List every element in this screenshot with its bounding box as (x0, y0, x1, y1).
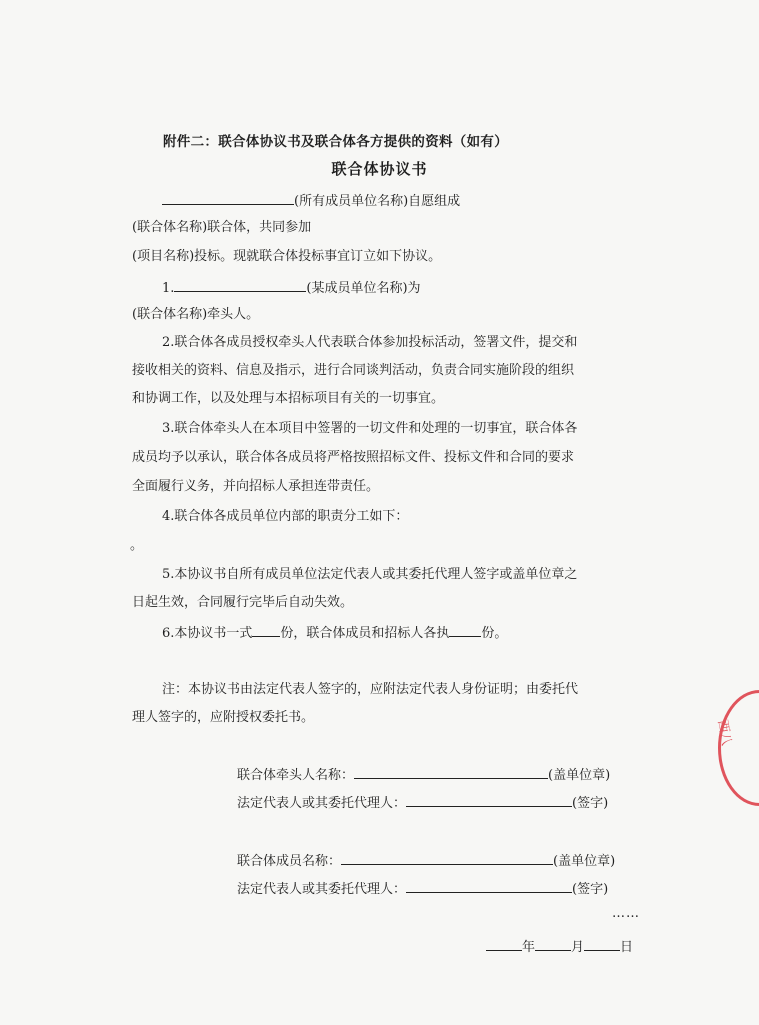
paragraph-consortium: (联合体名称)联合体，共同参加 (132, 220, 312, 235)
item-5-line-1: 5.本协议书自所有成员单位法定代表人或其委托代理人签字或盖单位章之 (162, 567, 578, 582)
item-5-line-2: 日起生效，合同履行完毕后自动失效。 (132, 595, 354, 610)
item-6-text-c: 份。 (481, 626, 508, 641)
member-name-field[interactable] (341, 850, 553, 865)
blank-members[interactable] (162, 190, 294, 205)
day-field[interactable] (584, 936, 620, 951)
item-2-line-2: 接收相关的资料、信息及指示，进行合同谈判活动，负责合同实施阶段的组织 (132, 363, 575, 378)
item-3-line-1: 3.联合体牵头人在本项目中签署的一切文件和处理的一切事宜，联合体各 (162, 421, 578, 436)
note-line-1: 注：本协议书由法定代表人签字的，应附法定代表人身份证明；由委托代 (162, 682, 579, 697)
item-6 (162, 622, 507, 643)
date-line (486, 936, 633, 957)
document-title: 联合体协议书 (331, 160, 428, 178)
note-line-2: 理人签字的，应附授权委托书。 (132, 710, 315, 725)
red-seal-stamp (718, 690, 759, 806)
leader-sign-hint: (签字) (572, 796, 609, 811)
leader-rep-label: 法定代表人或其委托代理人： (237, 796, 407, 811)
leader-rep-field[interactable] (406, 792, 572, 807)
item-1-text: (某成员单位名称)为 (306, 281, 421, 296)
signature-leader-rep (237, 792, 608, 813)
member-name-label: 联合体成员名称： (237, 854, 342, 869)
year-field[interactable] (486, 936, 522, 951)
item-3-line-2: 成员均予以承认，联合体各成员将严格按照招标文件、投标文件和合同的要求 (132, 450, 575, 465)
month-label: 月 (571, 940, 585, 955)
member-rep-label: 法定代表人或其委托代理人： (237, 882, 407, 897)
item-4-period: 。 (130, 538, 144, 553)
ellipsis: …… (612, 906, 640, 921)
day-label: 日 (620, 940, 634, 955)
signature-member-name (237, 850, 615, 871)
paragraph-members (162, 190, 460, 211)
item-2-line-3: 和协调工作，以及处理与本招标项目有关的一切事宜。 (132, 391, 445, 406)
leader-stamp-hint: (盖单位章) (548, 768, 611, 783)
item-1-number: 1. (162, 281, 175, 296)
attachment-heading: 附件二：联合体协议书及联合体各方提供的资料（如有） (163, 134, 508, 150)
blank-copies-total[interactable] (252, 622, 280, 637)
blank-leader-member[interactable] (174, 277, 306, 292)
item-3-line-3: 全面履行义务，并向招标人承担连带责任。 (132, 479, 380, 494)
signature-member-rep (237, 878, 608, 899)
item-4: 4.联合体各成员单位内部的职责分工如下： (162, 509, 409, 524)
leader-name-field[interactable] (354, 764, 548, 779)
item-2-line-1: 2.联合体各成员授权牵头人代表联合体参加投标活动，签署文件，提交和 (162, 335, 578, 350)
item-1-continued: (联合体名称)牵头人。 (132, 307, 260, 322)
member-sign-hint: (签字) (572, 882, 609, 897)
seal-text: 西八 (714, 718, 734, 747)
item-6-text-a: 6.本协议书一式 (162, 626, 253, 641)
member-stamp-hint: (盖单位章) (553, 854, 616, 869)
paragraph-project: (项目名称)投标。现就联合体投标事宜订立如下协议。 (132, 249, 442, 264)
year-label: 年 (522, 940, 536, 955)
leader-name-label: 联合体牵头人名称： (237, 768, 355, 783)
blank-copies-each[interactable] (449, 622, 481, 637)
member-rep-field[interactable] (406, 878, 572, 893)
item-1 (162, 277, 421, 298)
item-6-text-b: 份，联合体成员和招标人各执 (280, 626, 450, 641)
month-field[interactable] (535, 936, 571, 951)
members-text: (所有成员单位名称)自愿组成 (294, 194, 461, 209)
signature-leader-name (237, 764, 610, 785)
